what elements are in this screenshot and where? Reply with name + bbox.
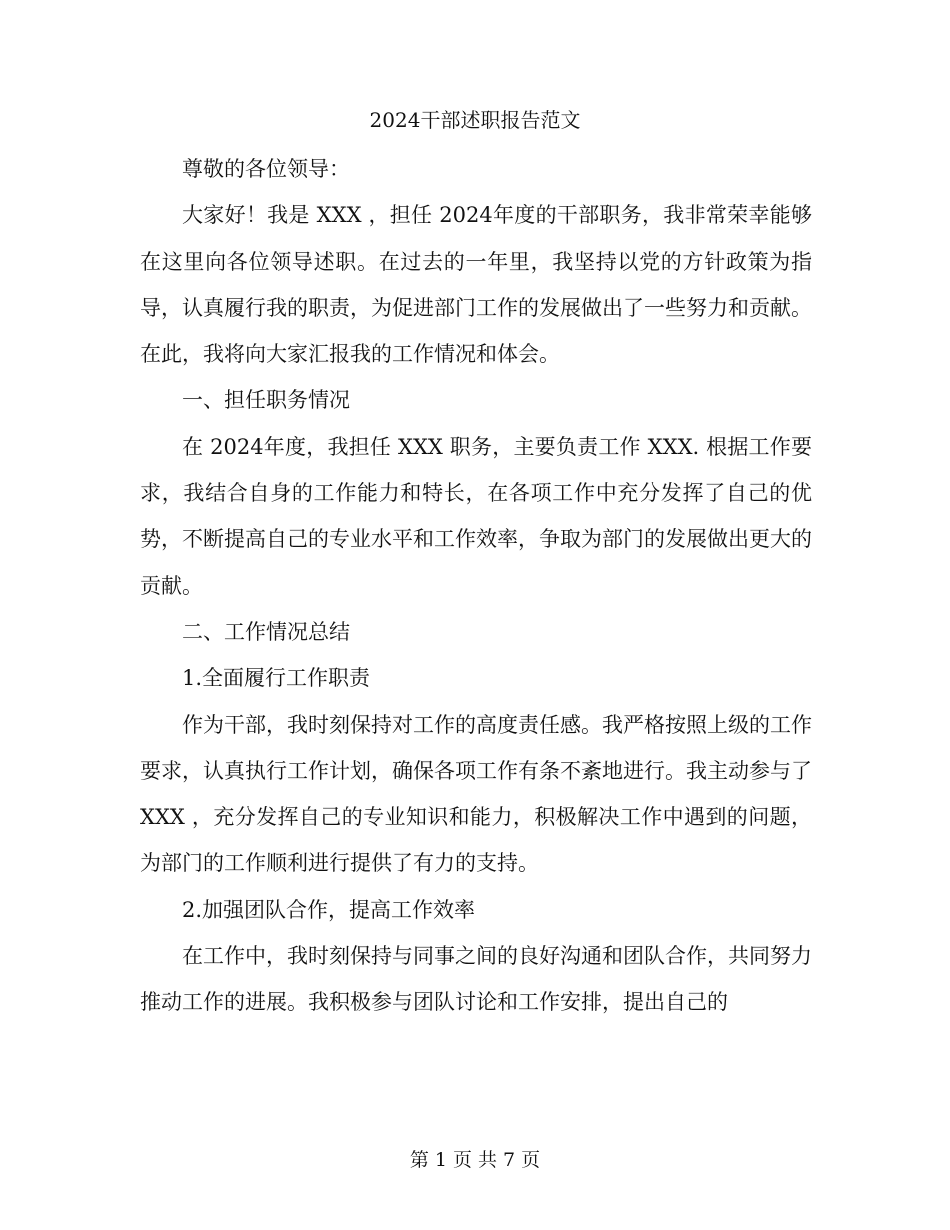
paragraph-teamwork: 在工作中，我时刻保持与同事之间的良好沟通和团队合作，共同努力推动工作的进展。我积极参与团队讨论和工作安排，提出自己的 bbox=[140, 944, 812, 1015]
subheading-1: 1.全面履行工作职责 bbox=[182, 666, 371, 691]
salutation: 尊敬的各位领导： bbox=[182, 157, 350, 181]
section-heading-2: 二、工作情况总结 bbox=[182, 619, 350, 644]
paragraph-intro: 大家好！我是 XXX ，担任 2024年度的干部职务，我非常荣幸能够在这里向各位领导述职。在过去的一年里，我坚持以党的方针政策为指导，认真履行我的职责，为促进部门工作的发展做出了一些努力和贡献。在此，我将向大家汇报我的工作情况和体会。 bbox=[140, 203, 812, 367]
section-heading-1: 一、担任职务情况 bbox=[182, 388, 350, 413]
paragraph-position: 在 2024年度，我担任 XXX 职务，主要负责工作 XXX. 根据工作要求，我结合自身的工作能力和特长，在各项工作中充分发挥了自己的优势，不断提高自己的专业水平和工作效率，争取为部门的发展做出更大的贡献。 bbox=[140, 434, 812, 598]
document-title: 2024干部述职报告范文 bbox=[369, 108, 581, 132]
document-body bbox=[140, 146, 812, 1026]
subheading-2: 2.加强团队合作，提高工作效率 bbox=[182, 897, 476, 922]
paragraph-duties: 作为干部，我时刻保持对工作的高度责任感。我严格按照上级的工作要求，认真执行工作计划，确保各项工作有条不紊地进行。我主动参与了 XXX ，充分发挥自己的专业知识和能力，积极解决工作中遇到的问题，为部门的工作顺利进行提供了有力的支持。 bbox=[140, 712, 812, 876]
page-number-footer: 第 1 页 共 7 页 bbox=[409, 1149, 541, 1171]
